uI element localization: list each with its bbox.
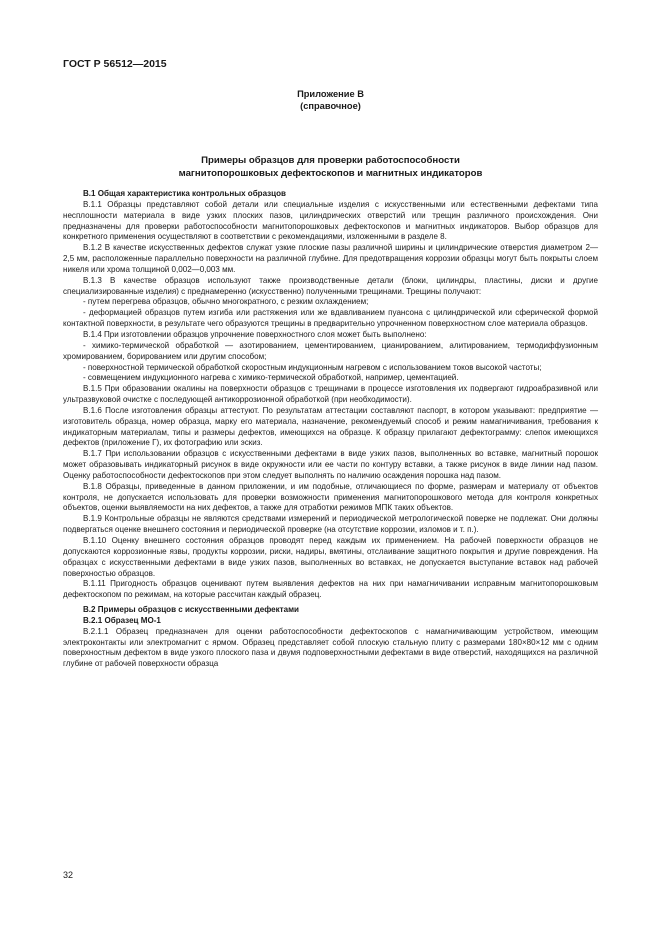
paragraph: В.1.7 При использовании образцов с искусственными дефектами в виде узких пазов, выполненных во вставке, магнитный порошок может образовывать индикаторный рисунок в виде окружности или ее части по контуру вставки, а также рисунок в виде линии над пазом. Оценку работоспособности дефектоскопов при этом следует выполнять по наличию осаждения порошка над пазом. [63,449,598,480]
annex-title-line-1: Примеры образцов для проверки работоспособности [201,155,460,166]
paragraph: В.1.11 Пригодность образцов оценивают путем выявления дефектов на них при намагничивании исправным магнитопорошковым дефектоскопом по режимам, на которые рассчитан каждый образец. [63,579,598,600]
paragraph: В.1.1 Образцы представляют собой детали или специальные изделия с искусственными или естественными дефектами типа несплошности материала в виде узких плоских пазов, цилиндрических отверстий или трещин различного происхождения. Они предназначены для проверки работоспособности магнитопорошковых дефектоскопов и магнитных индикаторов. Выбор образцов для конкретного применения осуществляют в соответствии с рекомендациями, изложенными в разделе 8. [63,199,598,242]
annex-label: Приложение В [297,89,364,99]
section-heading: В.2 Примеры образцов с искусственными дефектами [83,605,299,615]
annex-kind: (справочное) [300,101,361,111]
paragraph: В.1.2 В качестве искусственных дефектов служат узкие плоские пазы различной ширины и цилиндрические отверстия диаметром 2—2,5 мм, расположенные параллельно поверхности на различной глубине. Для предотвращения коррозии образцы могут быть покрыты слоем никеля или хрома толщиной 0,002—0,003 мм. [63,243,598,274]
paragraph: В.1.9 Контрольные образцы не являются средствами измерений и периодической метрологической поверке не подлежат. Они должны подвергаться оценке внешнего состояния и периодической проверке (на отсутствие коррозии, изломов и т. п.). [63,514,598,535]
paragraph: В.1.3 В качестве образцов используют также производственные детали (блоки, цилиндры, пластины, диски и другие специализированные изделия) с преднамеренно (искусственно) полученными трещинами. Трещины получают: [63,275,598,296]
document-body [63,189,598,670]
list-item: - деформацией образцов путем изгиба или растяжения или же вдавливанием пуансона с цилиндрической или сферической формой контактной поверхности, в результате чего образуются трещины в предварительно упрочненном поверхностном слое материала образцов. [63,308,598,329]
paragraph: В.1.8 Образцы, приведенные в данном приложении, и им подобные, отличающиеся по форме, размерам и материалу от объектов контроля, не допускается использовать для проверки возможности применения магнитопорошкового метода для контроля конкретных объектов, оценки выявляемости на них дефектов, а также для отработки режимов МПК таких объектов. [63,481,598,513]
paragraph: В.2.1.1 Образец предназначен для оценки работоспособности дефектоскопов с намагничивающим устройством, имеющим электроконтакты или электромагнит с ярмом. Образец представляет собой плоскую стальную плиту с размерами 180×80×12 мм с одним поверхностным дефектом в виде узкого плоского паза и двумя подповерхностными дефектами в виде отверстий, находящихся на различной глубине от рабочей поверхности образца [63,626,598,669]
paragraph: В.1.4 При изготовлении образцов упрочнение поверхностного слоя может быть выполнено: [83,329,427,339]
document-header: ГОСТ Р 56512—2015 [63,58,167,70]
annex-title [63,154,598,180]
list-item: - совмещением индукционного нагрева с химико-термической обработкой, например, цементацией. [83,373,459,383]
paragraph: В.1.6 После изготовления образцы аттестуют. По результатам аттестации составляют паспорт, в котором указывают: предприятие — изготовитель образца, номер образца, марку его материала, назначение, рекомендуемый способ и режим намагничивания, требования к индикаторным материалам, типы и размеры дефектов, имеющихся на образце. К образцу прилагают дефектограмму: слепок имеющихся дефектов (приложение Г), их фотографию или эскиз. [63,405,598,448]
page-number: 32 [63,870,74,880]
list-item: - путем перегрева образцов, обычно многократного, с резким охлаждением; [83,297,369,307]
paragraph: В.1.5 При образовании окалины на поверхности образцов с трещинами в процессе изготовления их подвергают гидроабразивной или ультразвуковой очистке с последующей антикоррозионной обработкой (при необходимости). [63,384,598,405]
section-heading: В.1 Общая характеристика контрольных образцов [83,189,286,198]
paragraph: В.1.10 Оценку внешнего состояния образцов проводят перед каждым их применением. На рабочей поверхности образцов не допускаются коррозионные язвы, продукты коррозии, риски, надиры, вмятины, отслаивание защитного покрытия и другие повреждения. На образцах с искусственными дефектами в виде узких пазов, выполненных во вставках, не допускается выступание вставок над рабочей поверхностью образцов. [63,536,598,578]
annex-title-line-2: магнитопорошковых дефектоскопов и магнитных индикаторов [178,168,483,179]
list-item: - химико-термической обработкой — азотированием, цементированием, цианированием, алитированием, термодиффузионным хромированием, борированием или другим способом; [63,340,598,361]
subsection-heading: В.2.1 Образец МО-1 [83,615,161,625]
list-item: - поверхностной термической обработкой скоростным индукционным нагревом с использованием токов высокой частоты; [83,362,542,372]
annex-heading [63,88,598,112]
